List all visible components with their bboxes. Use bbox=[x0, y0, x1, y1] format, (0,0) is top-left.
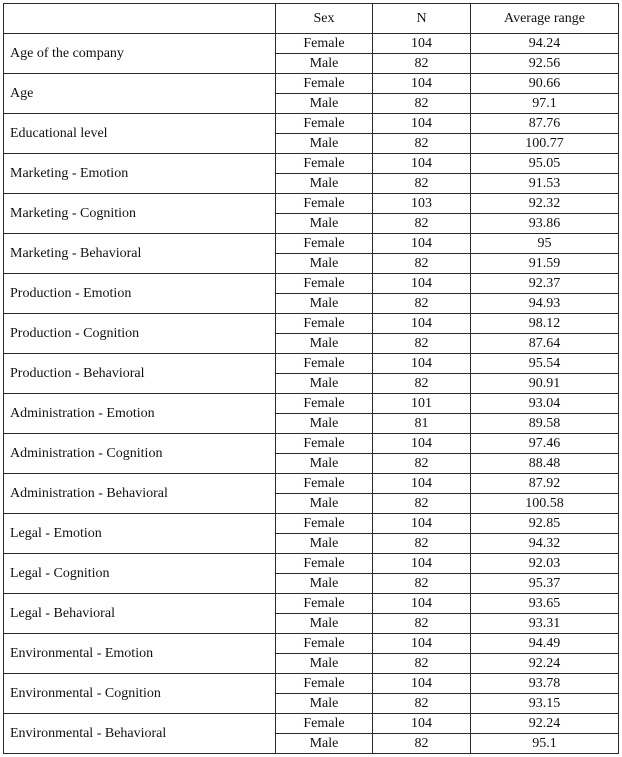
sex-cell: Female bbox=[276, 154, 373, 174]
n-cell: 82 bbox=[373, 574, 471, 594]
average-range-cell: 90.66 bbox=[471, 74, 619, 94]
average-range-cell: 97.1 bbox=[471, 94, 619, 114]
average-range-cell: 91.53 bbox=[471, 174, 619, 194]
variable-label: Environmental - Cognition bbox=[4, 674, 276, 714]
n-cell: 82 bbox=[373, 614, 471, 634]
variable-label: Production - Emotion bbox=[4, 274, 276, 314]
average-range-cell: 93.65 bbox=[471, 594, 619, 614]
header-row bbox=[4, 4, 619, 34]
average-range-cell: 93.86 bbox=[471, 214, 619, 234]
table-row-female bbox=[4, 234, 619, 254]
table-row-female bbox=[4, 314, 619, 334]
sex-cell: Male bbox=[276, 534, 373, 554]
average-range-cell: 94.24 bbox=[471, 34, 619, 54]
n-cell: 82 bbox=[373, 334, 471, 354]
table-row-female bbox=[4, 434, 619, 454]
average-range-cell: 94.93 bbox=[471, 294, 619, 314]
average-range-cell: 93.15 bbox=[471, 694, 619, 714]
sex-cell: Female bbox=[276, 674, 373, 694]
sex-cell: Male bbox=[276, 654, 373, 674]
average-range-cell: 87.64 bbox=[471, 334, 619, 354]
sex-cell: Male bbox=[276, 214, 373, 234]
variable-label: Legal - Behavioral bbox=[4, 594, 276, 634]
n-cell: 104 bbox=[373, 74, 471, 94]
sex-cell: Female bbox=[276, 114, 373, 134]
sex-cell: Male bbox=[276, 414, 373, 434]
n-cell: 104 bbox=[373, 234, 471, 254]
average-range-cell: 92.85 bbox=[471, 514, 619, 534]
average-range-cell: 95 bbox=[471, 234, 619, 254]
table-row-female bbox=[4, 274, 619, 294]
n-cell: 82 bbox=[373, 694, 471, 714]
table-row-female bbox=[4, 674, 619, 694]
sex-cell: Female bbox=[276, 634, 373, 654]
average-range-cell: 95.1 bbox=[471, 734, 619, 754]
table-row-female bbox=[4, 114, 619, 134]
variable-label: Legal - Emotion bbox=[4, 514, 276, 554]
average-range-cell: 92.32 bbox=[471, 194, 619, 214]
average-range-cell: 89.58 bbox=[471, 414, 619, 434]
average-range-cell: 91.59 bbox=[471, 254, 619, 274]
sex-cell: Male bbox=[276, 494, 373, 514]
average-range-table bbox=[3, 3, 619, 754]
n-cell: 104 bbox=[373, 474, 471, 494]
table-row-female bbox=[4, 474, 619, 494]
header-average-range: Average range bbox=[471, 4, 619, 34]
sex-cell: Male bbox=[276, 694, 373, 714]
n-cell: 104 bbox=[373, 594, 471, 614]
average-range-cell: 100.58 bbox=[471, 494, 619, 514]
table-row-female bbox=[4, 554, 619, 574]
n-cell: 104 bbox=[373, 34, 471, 54]
n-cell: 82 bbox=[373, 454, 471, 474]
average-range-cell: 93.04 bbox=[471, 394, 619, 414]
sex-cell: Male bbox=[276, 134, 373, 154]
n-cell: 104 bbox=[373, 434, 471, 454]
average-range-cell: 94.49 bbox=[471, 634, 619, 654]
table-row-female bbox=[4, 34, 619, 54]
sex-cell: Male bbox=[276, 174, 373, 194]
n-cell: 82 bbox=[373, 294, 471, 314]
table-row-female bbox=[4, 154, 619, 174]
average-range-cell: 95.37 bbox=[471, 574, 619, 594]
n-cell: 82 bbox=[373, 654, 471, 674]
n-cell: 82 bbox=[373, 54, 471, 74]
n-cell: 82 bbox=[373, 734, 471, 754]
n-cell: 101 bbox=[373, 394, 471, 414]
n-cell: 104 bbox=[373, 514, 471, 534]
average-range-cell: 97.46 bbox=[471, 434, 619, 454]
sex-cell: Female bbox=[276, 354, 373, 374]
variable-label: Environmental - Behavioral bbox=[4, 714, 276, 754]
table-row-female bbox=[4, 594, 619, 614]
average-range-cell: 92.24 bbox=[471, 714, 619, 734]
sex-cell: Male bbox=[276, 454, 373, 474]
sex-cell: Female bbox=[276, 314, 373, 334]
n-cell: 82 bbox=[373, 254, 471, 274]
n-cell: 82 bbox=[373, 94, 471, 114]
average-range-cell: 87.92 bbox=[471, 474, 619, 494]
n-cell: 104 bbox=[373, 674, 471, 694]
table-body bbox=[4, 34, 619, 754]
average-range-cell: 92.37 bbox=[471, 274, 619, 294]
variable-label: Administration - Emotion bbox=[4, 394, 276, 434]
average-range-cell: 92.56 bbox=[471, 54, 619, 74]
table-row-female bbox=[4, 634, 619, 654]
sex-cell: Female bbox=[276, 74, 373, 94]
n-cell: 104 bbox=[373, 714, 471, 734]
table-row-female bbox=[4, 514, 619, 534]
average-range-cell: 95.05 bbox=[471, 154, 619, 174]
variable-label: Production - Cognition bbox=[4, 314, 276, 354]
sex-cell: Female bbox=[276, 234, 373, 254]
sex-cell: Male bbox=[276, 374, 373, 394]
sex-cell: Female bbox=[276, 394, 373, 414]
variable-label: Educational level bbox=[4, 114, 276, 154]
sex-cell: Female bbox=[276, 34, 373, 54]
average-range-cell: 94.32 bbox=[471, 534, 619, 554]
sex-cell: Female bbox=[276, 434, 373, 454]
average-range-cell: 100.77 bbox=[471, 134, 619, 154]
n-cell: 82 bbox=[373, 494, 471, 514]
average-range-cell: 90.91 bbox=[471, 374, 619, 394]
n-cell: 104 bbox=[373, 274, 471, 294]
variable-label: Production - Behavioral bbox=[4, 354, 276, 394]
sex-cell: Male bbox=[276, 574, 373, 594]
header-variable bbox=[4, 4, 276, 34]
results-table-container bbox=[3, 3, 619, 754]
sex-cell: Female bbox=[276, 274, 373, 294]
variable-label: Marketing - Behavioral bbox=[4, 234, 276, 274]
variable-label: Administration - Behavioral bbox=[4, 474, 276, 514]
header-sex: Sex bbox=[276, 4, 373, 34]
sex-cell: Female bbox=[276, 474, 373, 494]
sex-cell: Female bbox=[276, 714, 373, 734]
sex-cell: Male bbox=[276, 94, 373, 114]
variable-label: Marketing - Emotion bbox=[4, 154, 276, 194]
n-cell: 81 bbox=[373, 414, 471, 434]
average-range-cell: 88.48 bbox=[471, 454, 619, 474]
n-cell: 104 bbox=[373, 554, 471, 574]
average-range-cell: 93.78 bbox=[471, 674, 619, 694]
sex-cell: Female bbox=[276, 554, 373, 574]
average-range-cell: 98.12 bbox=[471, 314, 619, 334]
sex-cell: Male bbox=[276, 614, 373, 634]
sex-cell: Female bbox=[276, 514, 373, 534]
n-cell: 104 bbox=[373, 634, 471, 654]
sex-cell: Male bbox=[276, 294, 373, 314]
n-cell: 104 bbox=[373, 354, 471, 374]
n-cell: 103 bbox=[373, 194, 471, 214]
n-cell: 82 bbox=[373, 534, 471, 554]
average-range-cell: 92.24 bbox=[471, 654, 619, 674]
table-row-female bbox=[4, 354, 619, 374]
average-range-cell: 95.54 bbox=[471, 354, 619, 374]
variable-label: Legal - Cognition bbox=[4, 554, 276, 594]
n-cell: 82 bbox=[373, 214, 471, 234]
n-cell: 104 bbox=[373, 154, 471, 174]
n-cell: 82 bbox=[373, 174, 471, 194]
sex-cell: Male bbox=[276, 334, 373, 354]
table-row-female bbox=[4, 714, 619, 734]
variable-label: Age bbox=[4, 74, 276, 114]
header-n: N bbox=[373, 4, 471, 34]
variable-label: Environmental - Emotion bbox=[4, 634, 276, 674]
variable-label: Age of the company bbox=[4, 34, 276, 74]
average-range-cell: 93.31 bbox=[471, 614, 619, 634]
sex-cell: Male bbox=[276, 254, 373, 274]
sex-cell: Female bbox=[276, 594, 373, 614]
table-row-female bbox=[4, 394, 619, 414]
average-range-cell: 87.76 bbox=[471, 114, 619, 134]
variable-label: Administration - Cognition bbox=[4, 434, 276, 474]
n-cell: 82 bbox=[373, 374, 471, 394]
n-cell: 82 bbox=[373, 134, 471, 154]
sex-cell: Male bbox=[276, 54, 373, 74]
sex-cell: Female bbox=[276, 194, 373, 214]
variable-label: Marketing - Cognition bbox=[4, 194, 276, 234]
table-row-female bbox=[4, 194, 619, 214]
table-row-female bbox=[4, 74, 619, 94]
sex-cell: Male bbox=[276, 734, 373, 754]
average-range-cell: 92.03 bbox=[471, 554, 619, 574]
n-cell: 104 bbox=[373, 114, 471, 134]
n-cell: 104 bbox=[373, 314, 471, 334]
